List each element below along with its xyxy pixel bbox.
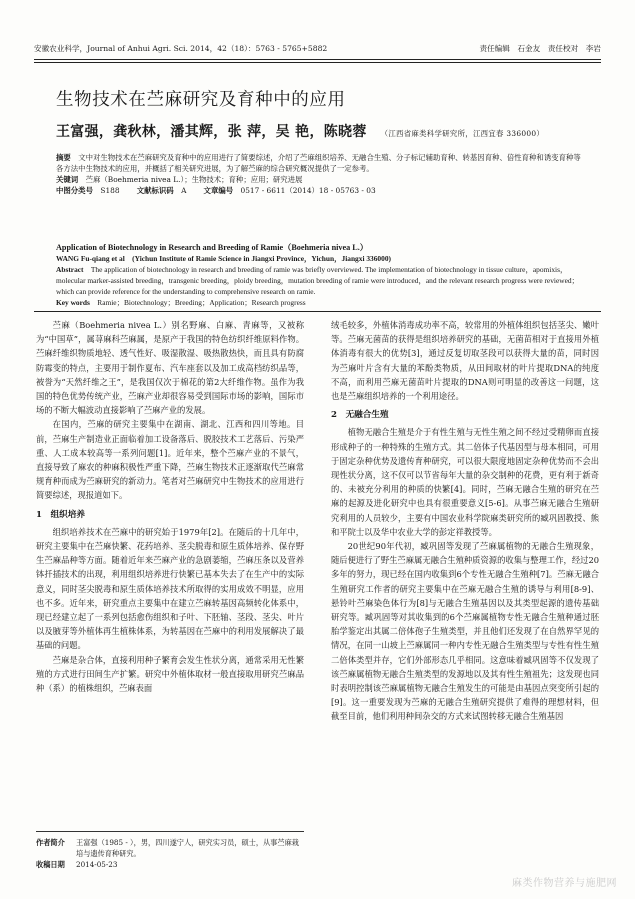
authors: 王富强，龚秋林，潘其辉，张 萍，吴 艳，陈晓蓉 <box>56 124 367 140</box>
left-column <box>36 318 304 695</box>
clc-label: 中图分类号 <box>56 186 93 195</box>
footnote-rule <box>36 831 304 832</box>
intro-paragraph-1: 苎麻（Boehmeria nivea L.）别名野麻、白麻、青麻等，又被称为“中国草”，属荨麻科苎麻属，是原产于我国的特色纺织纤维原料作物。苎麻纤维织物质地轻、透气性好、吸湿散湿、吸热散热快，而且具有防腐防霉变的特点，主要用于制作夏布、汽车座套以及加工成高档纺织品等，被誉为“天然纤维之王”，是我国仅次于棉花的第2大纤维作物。虽作为我国的特色优势传统产业，苎麻产业却很容易受到国际市场的影响，国际市场的不断大幅波动直接影响了苎麻产业的发展。 <box>36 320 304 416</box>
article-no-value: 0517 - 6611（2014）18 - 05763 - 03 <box>240 186 376 195</box>
journal-citation: 安徽农业科学，Journal of Anhui Agri. Sci. 2014，42（18）：5763 - 5765+5882 <box>34 44 328 53</box>
right-column <box>331 318 599 724</box>
english-keywords-label: Key words <box>56 298 90 307</box>
apomixis-paragraph-2: 20世纪90年代初，臧巩固等发现了苎麻属植物的无融合生殖现象，随后便进行了野生苎麻属无融合生殖种质资源的收集与整理工作，经过20多年的努力，现已经在国内收集到6个专性无融合生殖种[7]。苎麻无融合生殖研究工作者的研究主要集中在苎麻无融合生殖的诱导与利用[8-9]、悬铃叶苎麻染色体行为[8]与无融合生殖基因以及其类型起源的遗传基础研究等。臧巩固等对其收集到的6个苎麻属植物专性无融合生殖种通过胚胎学鉴定出其属二倍体孢子生殖类型，并且他们还发现了在自然界罕见的情况，在同一山坡上苎麻属同一种内专性无融合生殖类型与专性有性生殖二倍体类型并存，它们外部形态几乎相同。这意味着臧巩固等不仅发现了该苎麻属植物无融合生殖类型的发源地以及其有性生殖祖先；这发现也同时表明控制该苎麻属植物无融合生殖发生的可能是由基因点突变所引起的[9]。这一重要发现为苎麻的无融合生殖研究提供了难得的理想材料，但截至目前，他们利用种间杂交的方式来试图转移无融合生殖基因 <box>331 541 599 722</box>
author-bio-text: 王富强（1985 - ），男，四川遂宁人，研究实习员，硕士，从事苎麻栽培与遗传育种研究。 <box>76 838 299 858</box>
keywords-text: 苎麻（Boehmeria nivea L.）；生物技术；育种；应用；研究进展 <box>85 175 303 184</box>
doc-code-label: 文献标识码 <box>136 186 174 195</box>
author-line <box>56 121 544 141</box>
running-header <box>34 40 601 54</box>
received-date: 2014-05-23 <box>76 860 118 869</box>
tissue-culture-paragraph-3: 绒毛较多，外植体消毒成功率不高，较常用的外植体组织包括茎尖、嫩叶等。苎麻无菌苗的获得是组织培养研究的基础，无菌苗相对于直接用外植体消毒有很大的优势[3]，通过反复切取茎段可以获得大量的苗，同时因为苎麻叶片含有大量的苯酚类物质，从田间取材的叶片提取DNA的纯度不高，而利用苎麻无菌苗叶片提取的DNA则可明显的改善这一问题，这也是苎麻组织培养的一个利用途径。 <box>331 320 599 402</box>
footnote <box>36 837 304 870</box>
section-heading-apomixis: 2 无融合生殖 <box>331 410 389 421</box>
tissue-culture-paragraph-2: 苎麻是杂合体，直接利用种子繁育会发生性状分离，通常采用无性繁殖的方式进行田间生产扩繁。研究中外植体取材一般直接取用研究苎麻品种（系）的植株组织，苎麻表面 <box>36 654 304 694</box>
apomixis-paragraph-1: 植物无融合生殖是介于有性生殖与无性生殖之间不经过受精卵而直接形成种子的一种特殊的生殖方式。其二倍体子代基因型与母本相同，可用于固定杂种优势及遗传育种研究，可以很大限度地固定杂种优势而不会出现性状分离，这不仅可以节省每年大量的杂交制种的花费，更有利于新奇的、未被充分利用的种质的快繁[4]。同时，苎麻无融合生殖的研究在苎麻的起源及进化研究中也具有很重要意义[5-6]。从事苎麻无融合生殖研究利用的人员较少，主要有中国农业科学院麻类研究所的臧巩固教授、熊和平院士以及华中农业大学的彭定祥教授等。 <box>331 427 599 537</box>
header-rule <box>34 59 601 60</box>
english-authors: WANG Fu-qiang et al (Yichun Institute of Ramie Science in Jiangxi Province，Yichun，Jiangxi 336000) <box>56 254 391 263</box>
abstract-cn <box>56 152 584 196</box>
paper-title: 生物技术在苎麻研究及育种中的应用 <box>56 90 346 110</box>
abstract-label: 摘要 <box>56 153 71 162</box>
abstract-divider <box>34 311 601 312</box>
site-watermark: 麻类作物营养与施肥网 <box>512 878 617 889</box>
english-abstract-label: Abstract <box>56 265 84 274</box>
intro-paragraph-2: 在国内，苎麻的研究主要集中在湖南、湖北、江西和四川等地。目前，苎麻生产制造业正面临着加工设备落后、脱胶技术工艺落后、污染严重、人工成本较高等一系列问题[1]。近年来，整个苎麻产业的不景气，直接导致了麻农的种麻积极性严重下降，苎麻生物技术正逐渐取代苎麻常规育种而成为苎麻研究的新动力。笔者对苎麻研究中生物技术的应用进行简要综述，现报道如下。 <box>36 419 304 501</box>
article-no-label: 文章编号 <box>203 186 234 195</box>
english-abstract-text: The application of biotechnology in research and breeding of ramie was briefly overviewed. The implementation of biotechnology in tissue culture，apomixis，molecular marker-assisted breeding，transgenic breeding，ploidy breeding，mutation breeding of ramie were introduced，and the relevant research progress were reviewed；which can provide reference for the understanding to comprehensive research on ramie. <box>56 265 579 296</box>
abstract-text: 文中对生物技术在苎麻研究及育种中的应用进行了简要综述，介绍了苎麻组织培养、无融合生殖、分子标记辅助育种、转基因育种、倍性育种和诱变育种等各方法中生物技术的应用，并概括了相关研究进展，为了解苎麻的综合研究概况提供了一定参考。 <box>56 153 581 173</box>
doc-code-value: A <box>181 186 187 195</box>
affiliation: （江西省麻类科学研究所，江西宜春 336000） <box>380 129 545 138</box>
section-heading-tissue-culture: 1 组织培养 <box>36 509 85 520</box>
author-bio-label: 作者简介 <box>36 838 65 847</box>
tissue-culture-paragraph-1: 组织培养技术在苎麻中的研究始于1979年[2]。在随后的十几年中，研究主要集中在苎麻快繁、花药培养、茎尖脱毒和原生质体培养、保存野生苎麻品种等方面。随着近年来苎麻产业的急剧萎缩，苎麻压条以及营养钵扦插技术的出现，利用组织培养进行快繁已基本失去了在生产中的实际意义，同时茎尖脱毒和原生质体培养技术所取得的实用成效不明显，应用也不多。近年来，研究重点主要集中在建立苎麻转基因高频转化体系中，现已经建立起了一系列包括愈伤组织和子叶、下胚轴、茎段、茎尖、叶片以及腋芽等外植体再生植株体系，为转基因在苎麻中的利用发展解决了最基础的问题。 <box>36 526 304 651</box>
received-date-label: 收稿日期 <box>36 860 65 869</box>
keywords-label: 关键词 <box>56 175 79 184</box>
header-rule-thin <box>34 62 601 63</box>
english-keywords-text: Ramie；Biotechnology；Breeding；Application；Research progress <box>97 298 306 307</box>
clc-value: S188 <box>100 186 120 195</box>
english-abstract <box>56 242 584 308</box>
english-title: Application of Biotechnology in Research and Breeding of Ramie（Boehmeria nivea L.） <box>56 243 368 252</box>
editor-credits: 责任编辑 石金友 责任校对 李岩 <box>479 44 601 53</box>
